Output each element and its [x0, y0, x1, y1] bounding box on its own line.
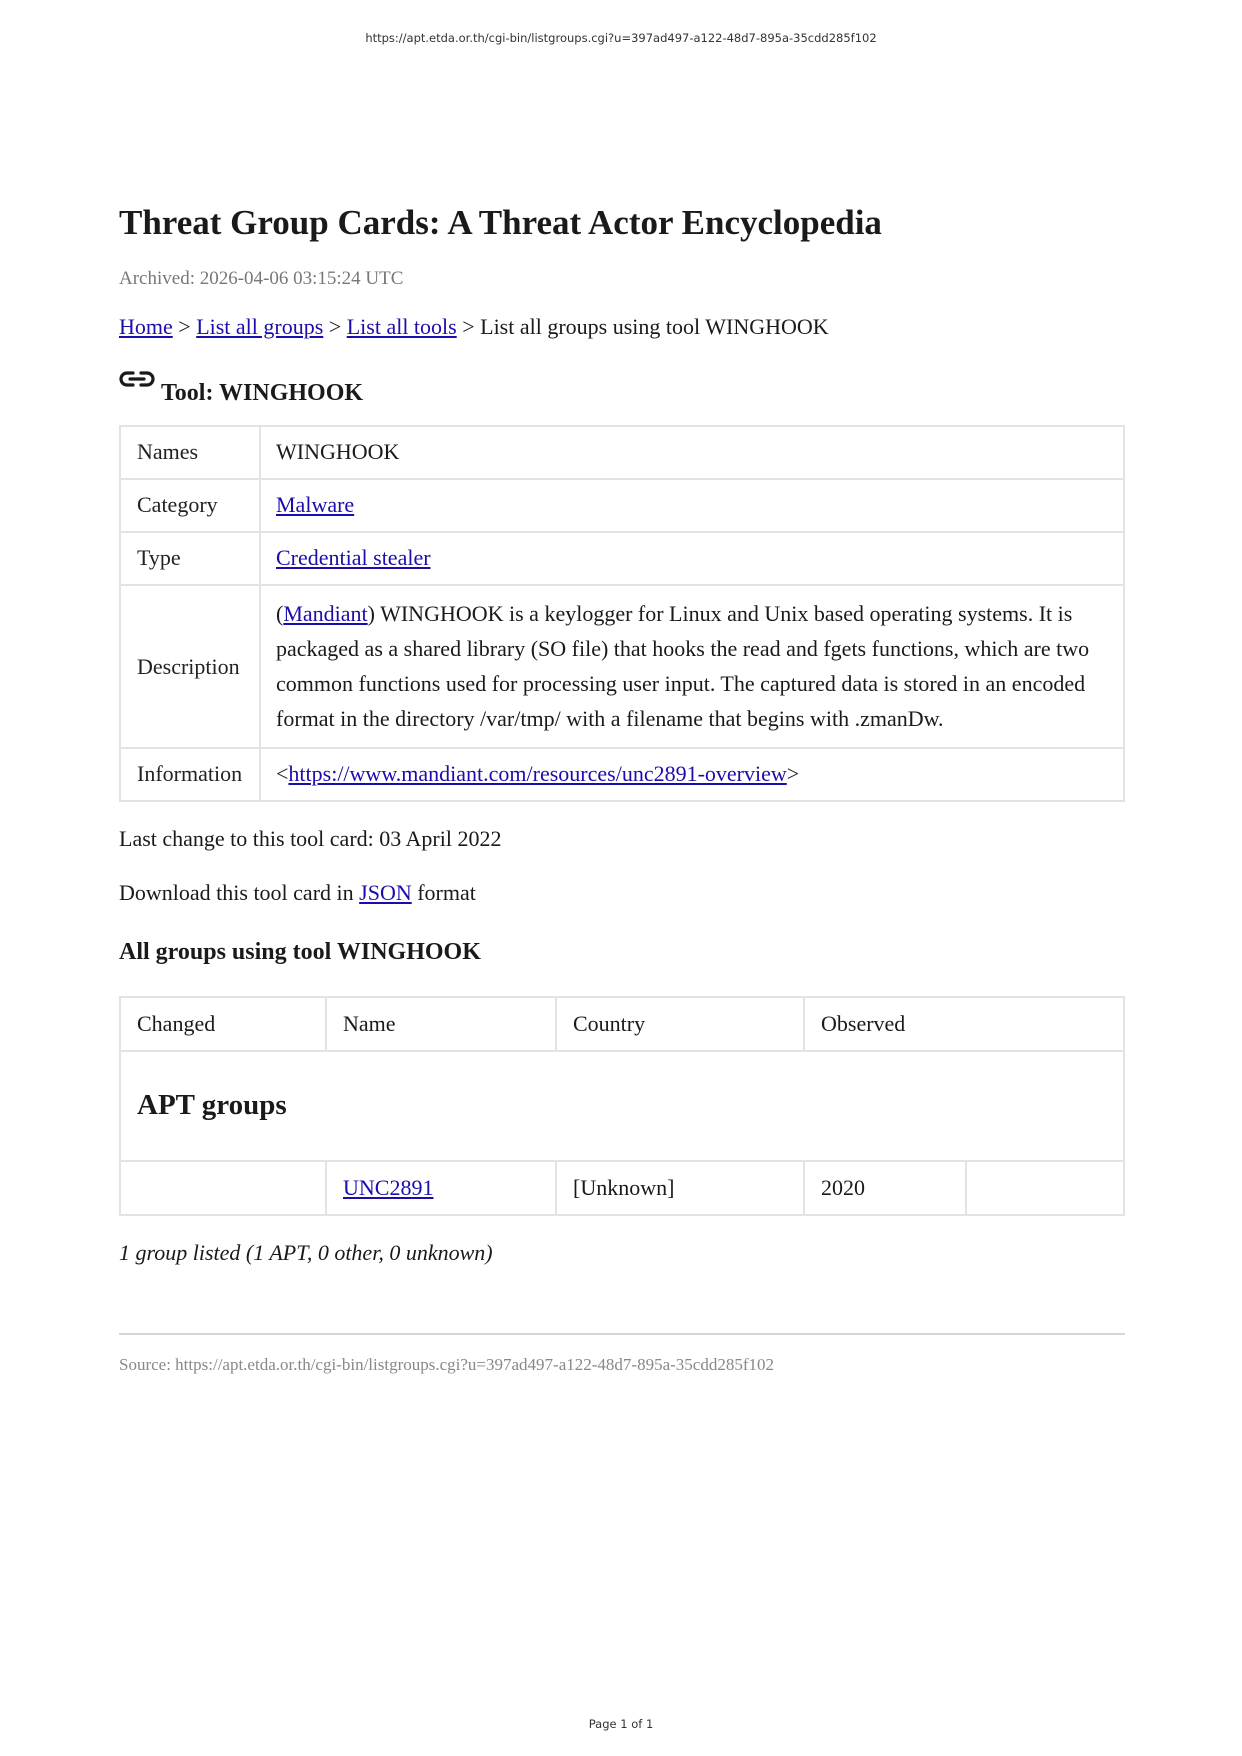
breadcrumb-current: > List all groups using tool WINGHOOK [456, 313, 829, 339]
column-header-observed: Observed [804, 997, 1124, 1051]
download-line [119, 880, 1125, 906]
groups-summary: 1 group listed (1 APT, 0 other, 0 unknown) [119, 1239, 493, 1265]
group-changed [120, 1161, 326, 1215]
description-open-paren: ( [276, 601, 284, 626]
source-url: Source: https://apt.etda.or.th/cgi-bin/listgroups.cgi?u=397ad497-a122-48d7-895a-35cdd285f102 [119, 1354, 774, 1374]
breadcrumb-home-link[interactable]: Home [119, 313, 173, 339]
print-header-url: https://apt.etda.or.th/cgi-bin/listgroups.cgi?u=397ad497-a122-48d7-895a-35cdd285f102 [365, 31, 877, 45]
information-gt: > [786, 761, 800, 786]
information-label: Information [120, 748, 260, 801]
breadcrumb [119, 314, 1125, 340]
names-label: Names [120, 426, 260, 479]
column-header-changed: Changed [120, 997, 326, 1051]
group-name-cell [326, 1161, 556, 1215]
description-source-link[interactable]: Mandiant [283, 601, 368, 626]
information-value [260, 748, 1124, 801]
description-value [260, 585, 1124, 748]
section-title: APT groups [120, 1051, 1124, 1161]
table-row [120, 748, 1124, 801]
download-suffix: format [411, 879, 476, 905]
breadcrumb-separator: > [172, 313, 197, 339]
group-name-link[interactable]: UNC2891 [343, 1174, 434, 1200]
page-number: Page 1 of 1 [588, 1717, 654, 1731]
groups-heading: All groups using tool WINGHOOK [119, 938, 481, 965]
column-header-country: Country [556, 997, 804, 1051]
page-content [119, 200, 1125, 1375]
groups-table [119, 996, 1125, 1216]
last-change-text: Last change to this tool card: 03 April 2022 [119, 825, 502, 851]
table-row [120, 426, 1124, 479]
description-text: ) WINGHOOK is a keylogger for Linux and Unix based operating systems. It is packaged as a shared library (SO file) that hooks the read and fgets functions, which are two common functions used for processing user input. The captured data is stored in an encoded format in the directory /var/tmp/ with a filename that begins with .zmanDw. [276, 601, 1090, 731]
information-lt: < [276, 761, 289, 786]
type-link[interactable]: Credential stealer [276, 545, 431, 570]
breadcrumb-separator: > [323, 313, 347, 339]
category-link[interactable]: Malware [276, 492, 355, 517]
tool-heading-text: Tool: WINGHOOK [161, 379, 364, 406]
description-label: Description [120, 585, 260, 748]
page-title: Threat Group Cards: A Threat Actor Encyclopedia [119, 203, 882, 242]
group-observed: 2020 [804, 1161, 966, 1215]
json-download-link[interactable]: JSON [359, 879, 412, 905]
breadcrumb-tools-link[interactable]: List all tools [346, 313, 457, 339]
table-row [120, 479, 1124, 532]
type-cell [260, 532, 1124, 585]
group-extra-cell [966, 1161, 1124, 1215]
archived-timestamp: Archived: 2026-04-06 03:15:24 UTC [119, 267, 404, 289]
groups-header-row [120, 997, 1124, 1051]
table-row [120, 585, 1124, 748]
breadcrumb-groups-link[interactable]: List all groups [196, 313, 324, 339]
type-label: Type [120, 532, 260, 585]
download-prefix: Download this tool card in [119, 879, 360, 905]
link-icon[interactable] [119, 370, 161, 397]
group-country: [Unknown] [556, 1161, 804, 1215]
section-row [120, 1051, 1124, 1161]
tool-heading [119, 370, 1125, 407]
divider [119, 1333, 1125, 1335]
table-row [120, 1161, 1124, 1215]
tool-info-table [119, 425, 1125, 802]
information-link[interactable]: https://www.mandiant.com/resources/unc2891-overview [288, 761, 787, 786]
category-cell [260, 479, 1124, 532]
category-label: Category [120, 479, 260, 532]
table-row [120, 532, 1124, 585]
column-header-name: Name [326, 997, 556, 1051]
names-value: WINGHOOK [260, 426, 1124, 479]
